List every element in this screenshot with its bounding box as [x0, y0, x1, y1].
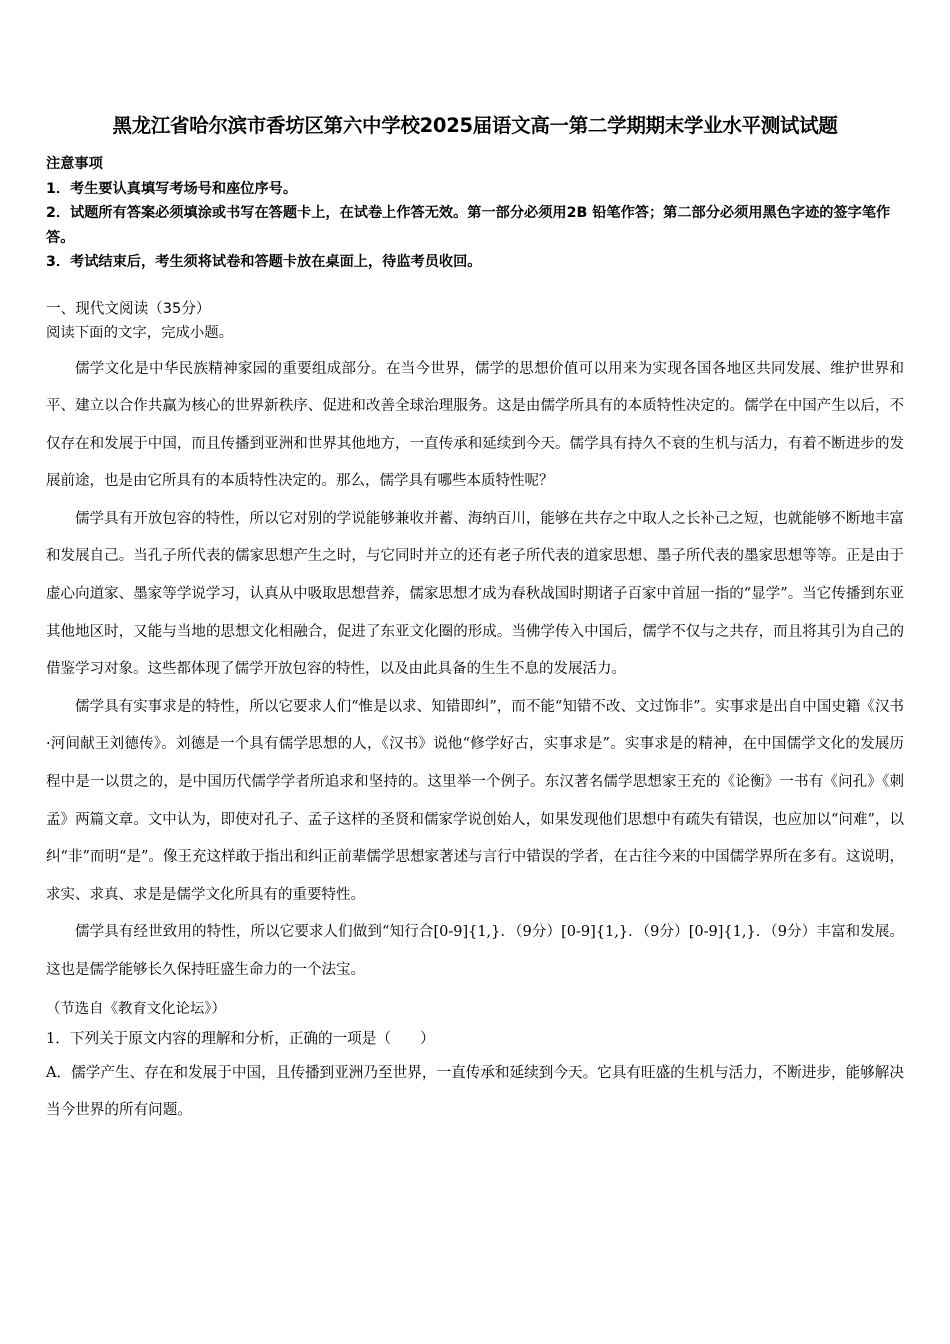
reading-paragraph: 儒学文化是中华民族精神家园的重要组成部分。在当今世界，儒学的思想价值可以用来为实现各国各地区共同发展、维护世界和平、建立以合作共赢为核心的世界新秩序、促进和改善全球治理服务。这是由儒学所具有的本质特性决定的。儒学在中国产生以后，不仅存在和发展于中国，而且传播到亚洲和世界其他地方，一直传承和延续到今天。儒学具有持久不衰的生机与活力，有着不断进步的发展前途，也是由它所具有的本质特性决定的。那么，儒学具有哪些本质特性呢？ [46, 360, 904, 490]
notice-item: 2．试题所有答案必须填涂或书写在答题卡上，在试卷上作答无效。第一部分必须用2B 铅笔作答；第二部分必须用黑色字迹的签字笔作答。 [46, 205, 891, 246]
notice-item: 1．考生要认真填写考场号和座位序号。 [46, 180, 298, 197]
reading-paragraph: 儒学具有实事求是的特性，所以它要求人们“惟是以求、知错即纠”，而不能“知错不改、文过饰非”。实事求是出自中国史籍《汉书·河间献王刘德传》。刘德是一个具有儒学思想的人，《汉书》说他“修学好古，实事求是”。实事求是的精神，在中国儒学文化的发展历程中是一以贯之的，是中国历代儒学学者所追求和坚持的。这里举一个例子。东汉著名儒学思想家王充的《论衡》一书有《问孔》《刺孟》两篇文章。文中认为，即使对孔子、孟子这样的圣贤和儒家学说创始人，如果发现他们思想中有疏失有错误，也应加以“问难”，以纠“非”而明“是”。像王充这样敢于指出和纠正前辈儒学思想家著述与言行中错误的学者，在古往今来的中国儒学界所在多有。这说明，求实、求真、求是是儒学文化所具有的重要特性。 [46, 698, 904, 903]
question-1-option-a: A．儒学产生、存在和发展于中国，且传播到亚洲乃至世界，一直传承和延续到今天。它具有旺盛的生机与活力，不断进步，能够解决当今世界的所有问题。 [46, 1063, 904, 1118]
section-instruction: 阅读下面的文字，完成小题。 [46, 324, 234, 341]
reading-paragraph: 儒学具有经世致用的特性，所以它要求人们做到“知行合[0-9]{1,}．（9分）[0-9]{1,}．（9分）[0-9]{1,}．（9分）丰富和发展。这也是儒学能够长久保持旺盛生命力的一个法宝。 [46, 924, 904, 978]
passage-source: （节选自《教育文化论坛》） [46, 1000, 226, 1017]
notice-heading: 注意事项 [46, 156, 103, 172]
exam-title: 黑龙江省哈尔滨市香坊区第六中学校2025届语文高一第二学期期末学业水平测试试题 [112, 114, 838, 137]
question-1: 1．下列关于原文内容的理解和分析，正确的一项是（ ） [46, 1029, 435, 1047]
reading-paragraph: 儒学具有开放包容的特性，所以它对别的学说能够兼收并蓄、海纳百川，能够在共存之中取人之长补己之短，也就能够不断地丰富和发展自己。当孔子所代表的儒家思想产生之时，与它同时并立的还有老子所代表的道家思想、墨子所代表的墨家思想等等。正是由于虚心向道家、墨家等学说学习，认真从中吸取思想营养，儒家思想才成为春秋战国时期诸子百家中首屈一指的“显学”。当它传播到东亚其他地区时，又能与当地的思想文化相融合，促进了东亚文化圈的形成。当佛学传入中国后，儒学不仅与之共存，而且将其引为自己的借鉴学习对象。这些都体现了儒学开放包容的特性，以及由此具备的生生不息的发展活力。 [46, 510, 904, 678]
section-heading: 一、现代文阅读（35分） [46, 299, 211, 317]
notice-item: 3．考试结束后，考生须将试卷和答题卡放在桌面上，待监考员收回。 [46, 254, 482, 270]
notice-block [46, 152, 904, 275]
